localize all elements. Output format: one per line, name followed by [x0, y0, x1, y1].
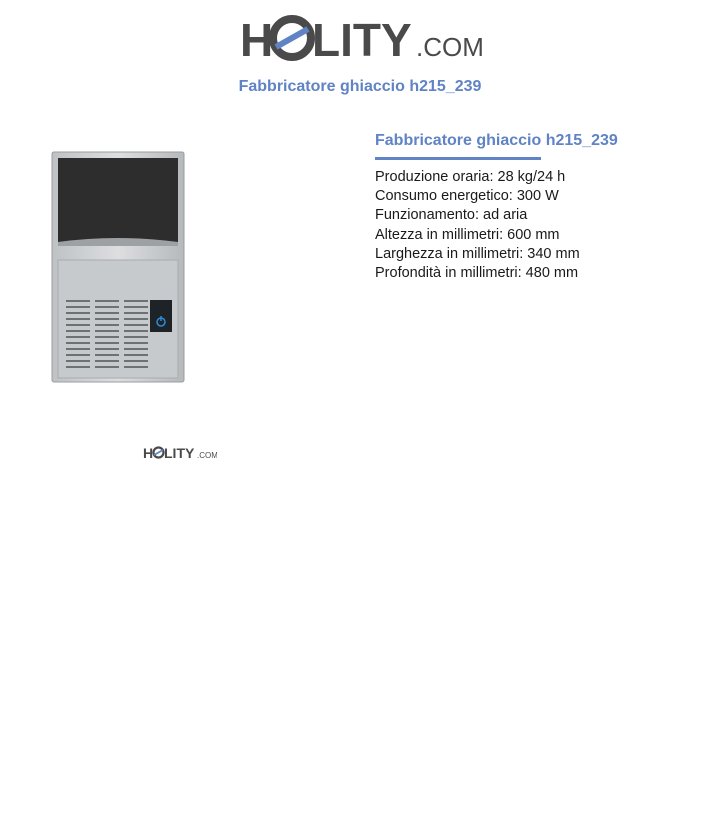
svg-text:.COM: .COM [197, 451, 217, 460]
spec-line: Profondità in millimetri: 480 mm [375, 265, 579, 282]
logo-word: LITY [312, 14, 412, 64]
spec-line: Larghezza in millimetri: 340 mm [375, 245, 580, 262]
spec-line: Consumo energetico: 300 W [375, 188, 559, 205]
spec-line: Produzione oraria: 28 kg/24 h [375, 169, 566, 185]
logo-letter-h: H [240, 14, 274, 64]
page-subtitle: Fabbricatore ghiaccio h215_239 [238, 78, 482, 95]
holity-logo[interactable] [240, 12, 482, 64]
spec-line: Altezza in millimetri: 600 mm [375, 226, 560, 243]
title-underline [375, 157, 541, 160]
product-title: Fabbricatore ghiaccio h215_239 [375, 132, 618, 149]
holity-logo-small [143, 444, 217, 462]
svg-text:LITY: LITY [164, 445, 195, 461]
svg-text:H: H [143, 445, 154, 461]
spec-line: Funzionamento: ad aria [375, 207, 528, 224]
logo-domain: .COM [416, 32, 482, 62]
product-image [50, 150, 186, 384]
logo-o-icon [273, 19, 311, 57]
product-info [375, 131, 705, 283]
